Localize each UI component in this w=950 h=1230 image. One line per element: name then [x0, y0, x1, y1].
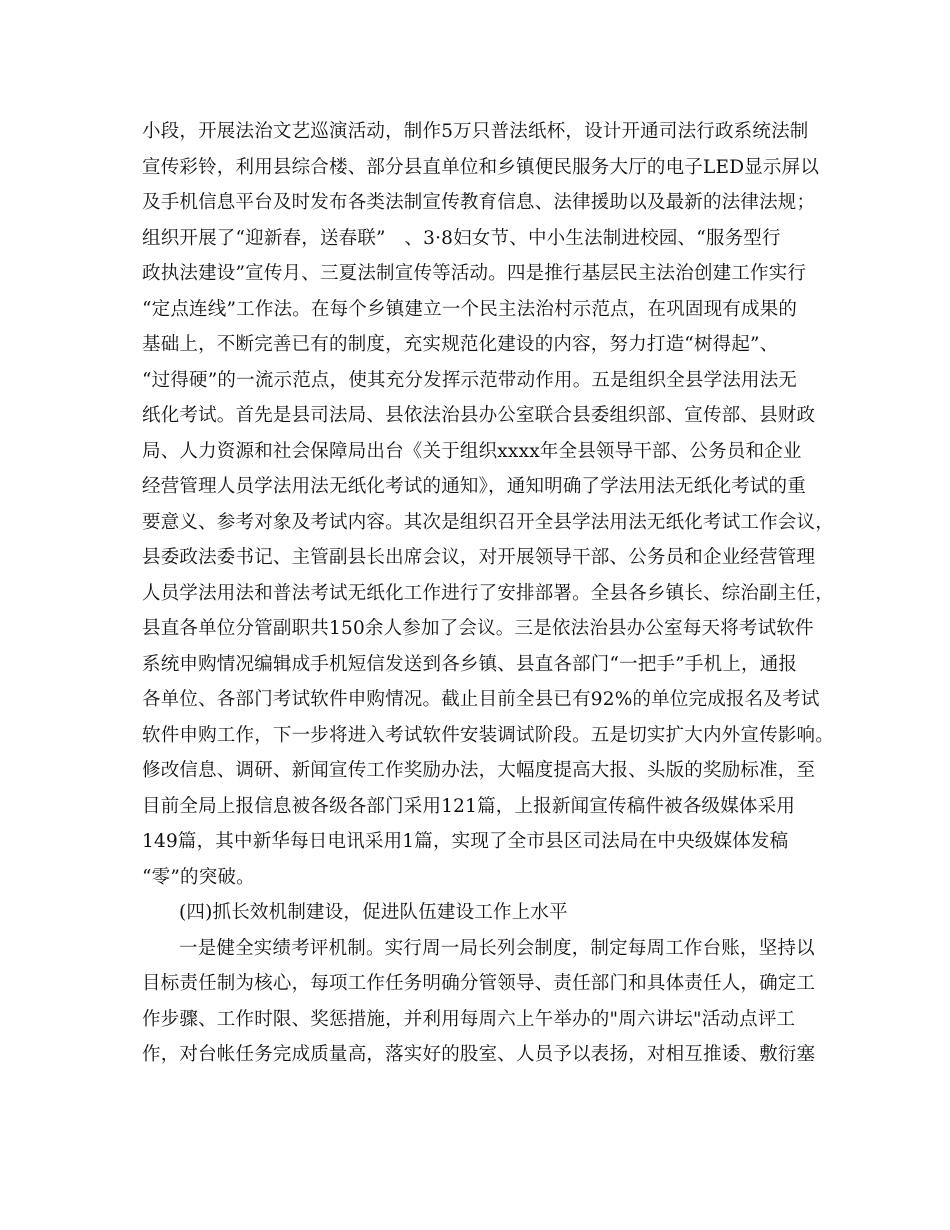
text-line: 149篇，其中新华每日电讯采用1篇，实现了全市县区司法局在中央级媒体发稿 [142, 831, 789, 852]
text-line: “定点连线”工作法。在每个乡镇建立一个民主法治村示范点，在巩固现有成果的 [142, 298, 798, 320]
text-line: 一是健全实绩考评机制。实行周一局长列会制度，制定每周工作台账，坚持以 [179, 937, 815, 959]
section-heading: (四)抓长效机制建设，促进队伍建设工作上水平 [179, 902, 568, 923]
text-line: 经营管理人员学法用法无纸化考试的通知》，通知明确了学法用法无纸化考试的重 [142, 476, 806, 497]
text-line: 作步骤、工作时限、奖惩措施，并利用每周六上午举办的"周六讲坛"活动点评工 [142, 1008, 796, 1030]
text-line: 纸化考试。首先是县司法局、县依法治县办公室联合县委组织部、宣传部、县财政 [142, 405, 816, 426]
text-line: “过得硬”的一流示范点，使其充分发挥示范带动作用。五是组织全县学法用法无 [142, 369, 798, 391]
text-line: “零”的突破。 [142, 866, 255, 888]
text-line: 基础上，不断完善已有的制度，充实规范化建设的内容，努力打造“树得起”、 [142, 334, 779, 355]
text-line: 系统申购情况编辑成手机短信发送到各乡镇、县直各部门“一把手”手机上，通报 [142, 653, 798, 675]
text-line: 小段，开展法治文艺巡演活动，制作5万只普法纸杯，设计开通司法行政系统法制 [142, 121, 809, 142]
text-line: 作，对台帐任务完成质量高，落实好的股室、人员予以表扬，对相互推诿、敷衍塞 [142, 1044, 816, 1065]
text-line: 局、人力资源和社会保障局出台《关于组织xxxx年全县领导干部、公务员和企业 [142, 440, 802, 462]
body-text [142, 114, 832, 1073]
text-line: 修改信息、调研、新闻宣传工作奖励办法，大幅度提高大报、头版的奖励标准，至 [142, 760, 816, 781]
text-line: 宣传彩铃，利用县综合楼、部分县直单位和乡镇便民服务大厅的电子LED显示屏以 [142, 156, 820, 178]
text-line: 软件申购工作，下一步将进入考试软件安装调试阶段。五是切实扩大内外宣传影响。 [142, 724, 834, 746]
text-line: 政执法建设”宣传月、三夏法制宣传等活动。四是推行基层民主法治创建工作实行 [142, 263, 807, 284]
text-line: 人员学法用法和普法考试无纸化工作进行了安排部署。全县各乡镇长、综治副主任， [142, 582, 834, 604]
text-line: 及手机信息平台及时发布各类法制宣传教育信息、法律援助以及最新的法律法规； [142, 192, 816, 213]
text-line: 要意义、参考对象及考试内容。其次是组织召开全县学法用法无纸化考试工作会议， [142, 511, 834, 533]
text-line: 县委政法委书记、主管副县长出席会议，对开展领导干部、公务员和企业经营管理 [142, 547, 816, 568]
text-line: 县直各单位分管副职共150余人参加了会议。三是依法治县办公室每天将考试软件 [142, 618, 814, 639]
text-line: 组织开展了“迎新春，送春联” 、3·8妇女节、中小生法制进校园、“服务型行 [142, 227, 781, 249]
text-line: 目标责任制为核心，每项工作任务明确分管领导、责任部门和具体责任人，确定工 [142, 973, 816, 994]
text-line: 目前全局上报信息被各级各部门采用121篇，上报新闻宣传稿件被各级媒体采用 [142, 795, 796, 817]
text-line: 各单位、各部门考试软件申购情况。截止目前全县已有92%的单位完成报名及考试 [142, 689, 820, 710]
